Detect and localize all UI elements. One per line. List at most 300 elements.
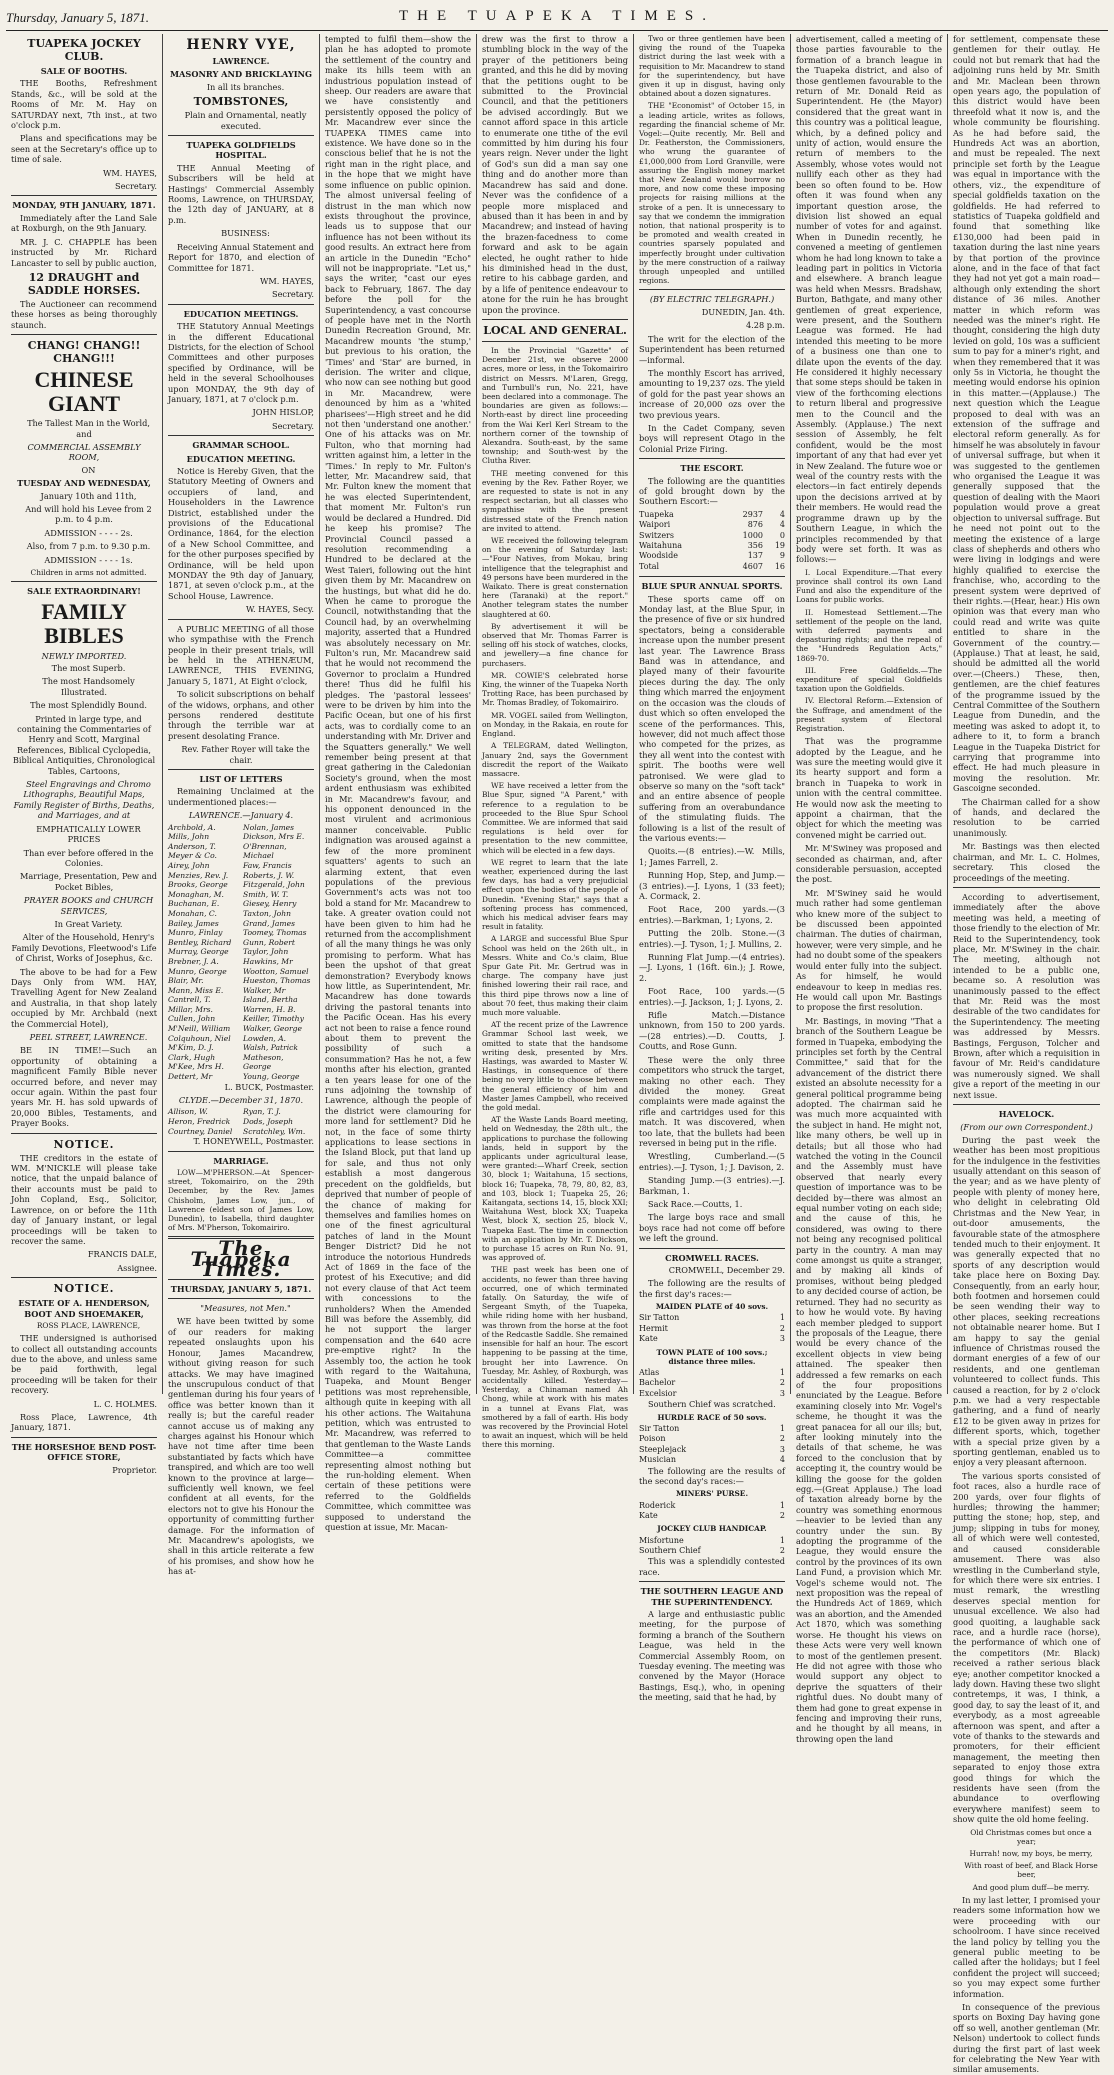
paragraph: WE have been twitted by some of our readers for making repeated onslaughts upon his Honour, James Macandrew, without giving reason for such attacks. We may have imagined the unscrupulous conduct of that gentleman during his four years of office was better known than it really is; but the careful reader cannot accuse us of making any charges against his Honour which have not time after time been substantiated by facts which have transpired, and which are too well known to the province at large—sufficiently well known, we feel confident at all events, for the electors not to give his Honour the opportunity of committing further damage. For the information of Mr. Macandrew's apologists, we shall in this article reiterate a few of his promises, and show how he has at- <box>168 1316 314 1577</box>
table-cell: 4 <box>779 509 785 519</box>
paragraph: advertisement, called a meeting of those parties favourable to the formation of a branch league in the Tuapeka district, and also of those gentlemen favourable to the return of Mr. Donald Reid as Superintendent. He (the Mayor) considered that the great want in this country was a political league, which, by a defined policy and unity of action, would ensure the return of members to the Assembly, whose votes would not nullify each other as they had been so often found to be. How often it was found when any important question arose, the division list showed an equal number of votes for and against. When in Dunedin recently, he convened a meeting of gentlemen whom he had long known to take a leading part in politics in Victoria and elsewhere. A branch league was held when Messrs. Bradshaw, Burton, Bathgate, and many other gentlemen of great experience, were present, and the Southern League was formed. He had intended this meeting to be more of a business one than one to dilate upon the events of the day. He considered it highly necessary that some steps should be taken in view of the forthcoming elections to return liberal and progressive men to the Council and the Assembly. (Applause.) The next session of Assembly, he felt confident, would be the most important of any that had ever yet in New Zealand. The future woe or weal of the country rests with the electors—in fact entirely depends upon the decisions arrived at by their members. He would read the programme drawn up by the Southern League, in which the principles recommended by that body were set forth. It was as follows:— <box>796 34 942 565</box>
letter-name: Munro, George <box>168 966 227 976</box>
paragraph: Two or three gentlemen have been giving the round of the Tuapeka district during the last week with a requisition to Mr. Macandrew to stand for the superintendency, but have given it up in disgust, having only obtained about a dozen signatures. <box>639 34 785 99</box>
paragraph: The above to be had for a Few Days Only from WM. HAY, Travelling Agent for New Zealand and Australia, in that shop lately occupied by Mr. Archbald (next the Commercial Hotel), <box>11 966 157 1029</box>
horse-name: Kate <box>639 1334 658 1344</box>
paragraph: LOW—M'PHERSON.—At Spencer-street, Tokomairiro, on the 29th December, by the Rev. James Chisholm, James Low, jun., of Lawrence (eldest son of James Low, Dunedin), to Isabella, third daughter of Mrs. M'Pherson, Tokomairiro. <box>168 1168 314 1233</box>
poem-line: With roast of beef, and Black Horse beer, <box>964 1861 1098 1880</box>
signature: T. HONEYWELL, Postmaster. <box>193 1136 314 1147</box>
list-item: I. Local Expenditure.—That every province shall control its own Land Fund and also the expenditure of the Loans for public works. <box>796 567 942 605</box>
divider <box>953 1104 1100 1105</box>
paragraph: In my last letter, I promised your readers some information how we were proceeding with our schoolroom. I have since received the land policy by telling you the general public meeting to be called after the holidays; but I feel confident the project will succeed; so you may expect some further information. <box>953 1894 1100 1999</box>
horse-name: Sir Tatton <box>639 1313 680 1323</box>
paragraph: Mr. M'Swiney was proposed and seconded as chairman, and, after considerable persuasion, accepted the post. <box>796 843 942 885</box>
table-row <box>639 1368 785 1378</box>
signature: WM. HAYES, <box>102 167 157 178</box>
letter-name: Scratchley, Wm. <box>243 1126 306 1136</box>
table-row <box>639 1536 785 1546</box>
paragraph: In the Cadet Company, seven boys will represent Otago in the Colonial Prize Firing. <box>639 422 785 454</box>
placing: 3 <box>779 1388 785 1398</box>
heading: EDUCATION MEETING. <box>186 453 296 464</box>
letter-name: M'Neill, William <box>168 1024 231 1034</box>
column-7 <box>948 34 1105 2075</box>
table-cell: 356 <box>747 541 763 551</box>
heading: MONDAY, 9TH JANUARY, 1871. <box>12 200 156 211</box>
paragraph: THE past week has been one of accidents, no fewer than three having occurred, one of which terminated fatally. On Saturday, the wife of Sergeant Smyth, of the Tuapeka, while riding home with her husband, was thrown from the horse at the foot of the Redcastle Saddle. She remained insensible for half an hour. The escort happening to be passing at the time, brought her into Lawrence. On Tuesday, Mr. Ashley, of Roxburgh, was accidentally killed. Yesterday—Yesterday, a Chinaman named Ah Chong, while at work with his mates in a tunnel at Evans Flat, was smothered by a fall of earth. His body was recovered by the Provincial Hotel to await an inquest, which will be held there this morning. <box>482 1265 628 1450</box>
paragraph: WE regret to learn that the late weather, experienced during the last few days, has had a very prejudicial effect upon the bodies of the people of Dunedin. "Evening Star," says that a softening process has commenced, which his medical adviser fears may result in fatality. <box>482 857 628 932</box>
signature: Secretary. <box>271 289 314 300</box>
divider <box>639 289 785 290</box>
heading: THE ESCORT. <box>680 463 744 474</box>
placing: 3 <box>779 1334 785 1344</box>
signature: WM. HAYES, <box>259 275 314 286</box>
paragraph: In the Provincial "Gazette" of December 21st, we observe 2000 acres, more or less, in the Tokomairiro district on Messrs. M'Laren, Gregg, and Turnbull's run, No. 221, have been declared into a commonage. The boundaries are given as follows:—North-east by direct line proceeding from the Wai Kerl Kerl Stream to the northern corner of the township of Alexandra. South-east, by the same township; and South-west by the Clutha River. <box>482 345 628 466</box>
paragraph: ROSS PLACE, LAWRENCE, <box>36 1320 141 1330</box>
letter-name: Heron, Fredrick <box>168 1117 231 1127</box>
paragraph: MR. VOGEL sailed from Wellington, on Monday, in the Rakaia, en route for England. <box>482 710 628 739</box>
masthead-title: The Tuapeka Times. <box>190 1236 292 1282</box>
race-results <box>639 1501 785 1522</box>
list-item: III. Free Goldfields.—The expenditure of special Goldfields taxation upon the Goldfields. <box>796 665 942 694</box>
heading: (BY ELECTRIC TELEGRAPH.) <box>649 294 775 305</box>
letter-name: Brebner, J. A. <box>168 956 219 966</box>
paragraph: WE received the following telegram on the evening of Saturday last:—"Four Natives, from Mokau, bring intelligence that the telegraphist and 49 persons have been murdered in the Waikato. There is great consternation here (Taranaki) at the report." Another telegram states the number slaughtered at 60. <box>482 536 628 619</box>
table-row <box>639 1424 785 1434</box>
signature: Assignee. <box>117 1262 157 1273</box>
letter-name: Colquhoun, Niel <box>168 1033 231 1043</box>
placing: 4 <box>779 1455 785 1465</box>
table-row <box>639 1511 785 1521</box>
paragraph: PEEL STREET, LAWRENCE. <box>29 1032 148 1043</box>
paragraph: Ross Place, Lawrence, 4th January, 1871. <box>11 1412 157 1433</box>
letter-name: M'Kee, Mrs H. <box>168 1062 224 1072</box>
paragraph: Southern Chief was scratched. <box>648 1399 776 1410</box>
heading: TUAPEKA GOLDFIELDS HOSPITAL. <box>186 140 296 161</box>
table-cell: Tuapeka <box>639 509 674 519</box>
paragraph: Plans and specifications may be seen at the Secretary's office up to time of sale. <box>11 133 157 165</box>
letter-name: Walker, George <box>243 1024 302 1034</box>
paragraph: This was a splendidly contested race. <box>639 1556 785 1577</box>
divider <box>482 341 628 342</box>
paragraph: Foot Race, 100 yards.—(5 entries).—J. Jackson, 1; J. Lyons, 2. <box>639 986 785 1007</box>
paragraph: THE "Economist" of October 15, in a leading article, writes as follows, regarding the financial scheme of Mr. Vogel:—Quite recently, Mr. Bell and Dr. Featherston, the Commissioners, who wrung the guarantee of £1,000,000 from Lord Granville, were assuring the English money market that New Zealand would borrow no more, and now come these imposing projects for raising millions at the stroke of a pen. It is unnecessary to say that we condemn the immigration notion, that national prosperity is to be promoted and wealth created in countries sparsely populated and imperfectly brought under cultivation by the mere construction of a railway through unpeopled and untilled regions. <box>639 101 785 286</box>
letter-name: Clark, Hugh <box>168 1052 216 1062</box>
paragraph: These sports came off on Monday last, at the Blue Spur, in the presence of five or six hundred spectators, being a considerable increase upon the number present last year. The Lawrence Brass Band was in attendance, and played many of their favourite pieces during the day. The only thing which marred the enjoyment on the occasion was the clouds of dust which so often enveloped the scene of the performances. This, however, did not much affect those who competed for the prizes, as they all went into the contest with spirit. The booths were well patronised. We were glad to observe so many on the "soft tack" and an entire absence of people suffering from an overabundance of the stimulating fluids. The following is a list of the result of the various events:— <box>639 593 785 843</box>
paragraph: In Great Variety. <box>54 918 123 929</box>
column-6 <box>791 34 948 1744</box>
escort-table <box>639 510 785 562</box>
divider <box>639 1581 785 1582</box>
race-results <box>639 1368 785 1399</box>
paragraph: Marriage, Presentation, Pew and Pocket Bibles, <box>20 871 157 892</box>
signature: W. HAYES, Secy. <box>246 604 314 615</box>
letters-list <box>168 1107 314 1136</box>
paragraph: Quoits.—(8 entries).—W. Mills, 1; James Farrell, 2. <box>639 846 785 867</box>
heading: MASONRY AND BRICKLAYING <box>169 69 313 80</box>
letter-name: Nolan, James <box>243 822 295 832</box>
heading: MARRIAGE. <box>213 1155 269 1166</box>
paragraph: The Tallest Man in the World, and <box>27 418 150 439</box>
heading: LIST OF LETTERS <box>199 773 283 784</box>
table-row <box>639 1546 785 1556</box>
heading: CHINESE GIANT <box>34 367 134 417</box>
letter-name: M'Kim, D. J. <box>168 1043 214 1053</box>
paragraph: The following are the results of the first day's races:— <box>639 1278 785 1299</box>
paragraph: Notice is Hereby Given, that the Statutory Meeting of Owners and occupiers of land, and Householders in the Lawrence District, established under the provisions of the Educational Ordinance, 1864, for the election of a New School Committee, and for the other purposes specified by Ordinance, will be held upon MONDAY the 9th day of January, 1871, at seven o'clock p.m., at the School House, Lawrence. <box>168 466 314 601</box>
letter-name: Monahan, C. <box>168 908 217 918</box>
paragraph: Mr. Bastings, in moving "That a branch of the Southern League be formed in Tuapeka, embodying the principles set forth by the Central Committee," said that for the advancement of the district there existed an absolute necessity for a general political programme being adopted. The chairman said he was much more acquainted with the subject in hand. He might not, like many others, be well up in details; but all those who had watched the voting in the Council and the Assembly must have observed that nearly every question of importance was to be decided by—there was almost an equal number voting on each side; and the cause of this, he considered, was owing to there not being any recognised political party in the country. A man may come amongst us quite a stranger, and by making all kinds of promises, without being pledged to any decided course of action, be returned. They had no security as to how he would vote. By having each member pledged to support the proposals of the League, there would be every chance of the excellent objects in view being attained. The speaker then addressed a few remarks on each of the four propositions enunciated by the League. Before examining closely into Mr. Vogel's scheme, he thought it was the great panacea for all our ills; but, after looking minutely into the details of that scheme, he was forced to the conclusion that by accepting it, the country would be killing the goose for the golden egg.—(Great Applause.) The load of taxation already borne by the country was something enormous—heavier to be levied than any country under the sun. By adopting the programme of the League, they would ensure the control by the provinces of its own Land Fund, a provision which Mr. Vogel's scheme would not. The next proposition was the repeal of the Hundreds Act of 1869, which was an abortion, and the Amended Act 1870, which was something worse. He thought his views on these Acts were very well known to most of the gentlemen present. He did not agree with those who would support any object to deprive the squatters of their rightful dues. No doubt many of them had gone to great expense in fencing and improving their runs, and he thought by all means, in throwing open the land <box>796 1015 942 1744</box>
letter-name: Murray, George <box>168 947 229 957</box>
heading: TOMBSTONES, <box>193 95 289 109</box>
letter-name: Menzies, Rev. J. <box>168 870 229 880</box>
heading: CLYDE.—December 31, 1870. <box>178 1095 304 1106</box>
paragraph: drew was the first to throw a stumbling block in the way of the prayer of the petitioners being granted, and this he did by moving that the petitions ought to be submitted to the Provincial Council, and that the petitioners be advised accordingly. But we cannot afford space in this article to enumerate one tithe of the evil committed by him during his four years reign. Never under the light of God's sun did a man say one thing and do another more than Macandrew has said and done. Never was the confidence of a people more misplaced and abused than it has been in and by Macandrew; and instead of having the brazen-facedness to come forward and ask to be again elected, he ought rather to hide his diminished head in the dust, retire to his cabbage garden, and by a life of penitence endeavour to atone for the ruin he has brought upon the province. <box>482 34 628 315</box>
table-row <box>639 1445 785 1455</box>
letter-name: Bentley, Richard <box>168 937 232 947</box>
paragraph: The Chairman called for a show of hands, and declared the resolution to be carried unanimously. <box>953 796 1100 838</box>
divider <box>168 619 314 620</box>
heading: MINERS' PURSE. <box>675 1489 749 1499</box>
paragraph: Receiving Annual Statement and Report for 1870, and election of Committee for 1871. <box>168 241 314 273</box>
placing: 1 <box>779 1535 785 1545</box>
escort-total-oz: 4607 <box>742 561 763 571</box>
table-row <box>639 1324 785 1334</box>
divider <box>639 576 785 577</box>
letter-name: Meyer & Co. <box>168 851 217 861</box>
divider <box>168 304 314 305</box>
paragraph: The following are the quantities of gold brought down by the Southern Escort:— <box>639 475 785 507</box>
paragraph: Running Hop, Step, and Jump.—(3 entries).—J. Lyons, 1 (33 feet); A. Cormack, 2. <box>639 870 785 902</box>
heading: THE HORSESHOE BEND POST-OFFICE STORE, <box>11 1441 157 1463</box>
paragraph: Than ever before offered in the Colonies. <box>23 847 154 868</box>
placing: 2 <box>779 1378 785 1388</box>
paragraph: Rev. Father Royer will take the chair. <box>181 744 310 765</box>
heading: MAIDEN PLATE of 40 sovs. <box>655 1302 769 1312</box>
signature: Secretary. <box>114 181 157 192</box>
divider <box>168 135 314 136</box>
paragraph: Plain and Ornamental, neatly executed. <box>184 110 307 131</box>
paragraph: Children in arms not admitted. <box>30 568 147 577</box>
letter-name: Blair, Mr. <box>168 976 204 986</box>
letter-name: Mills, John <box>168 832 210 842</box>
letter-name: Matheson, George <box>243 1052 284 1072</box>
letter-name: Airey, John <box>168 860 210 870</box>
letter-name: Warren, H. B. <box>243 1004 296 1014</box>
divider <box>168 1151 314 1152</box>
placing: 2 <box>779 1434 785 1444</box>
paragraph: ON <box>81 464 96 475</box>
heading: NOTICE. <box>53 1137 115 1151</box>
signature: JOHN HISLOP, <box>252 407 314 418</box>
paragraph: MR. COWIE'S celebrated horse King, the winner of the Tuapeka North Trotting Race, has been purchased by Mr. Thomas Bradley, of Tokomairiro. <box>482 670 628 708</box>
table-row <box>639 1313 785 1323</box>
placing: 1 <box>779 1368 785 1378</box>
paragraph: The monthly Escort has arrived, amounting to 19,237 ozs. The yield of gold for the past year shows an increase of 20,000 ozs over the two previous years. <box>639 367 785 420</box>
divider <box>639 1248 785 1249</box>
placing: 2 <box>779 1545 785 1555</box>
paragraph: ADMISSION - - - - 1s. <box>44 554 133 565</box>
paragraph: The writ for the election of the Superintendent has been returned—informal. <box>639 333 785 365</box>
signature: L. C. HOLMES. <box>93 1398 157 1409</box>
table-row <box>639 1501 785 1511</box>
heading: TUAPEKA JOCKEY CLUB. <box>27 37 141 63</box>
heading: SALE OF BOOTHS. <box>40 66 128 76</box>
table-cell: Switzers <box>639 530 674 540</box>
table-cell: 9 <box>779 551 785 561</box>
letters-list <box>168 823 314 1082</box>
paragraph: THE Booths, Refreshment Stands, &c., will be sold at the Rooms of Mr. M. Hay on SATURDAY next, 7th inst., at two o'clock p.m. <box>11 78 157 131</box>
paragraph: for settlement, compensate these gentlemen for their outlay. He could not but remark that had the adjoining runs held by Mr. Smith and Mr. Maclean been thrown open years ago, the population of this district would have been threefold what it now is, and the whole community be flourishing. As he had before said, the Hundreds Act was an abortion, and must be repealed. The next principle set forth by the League was equal in importance with the others, viz., the expenditure of special goldfields taxation on the goldfields. He had referred to statistics of Tuapeka goldfield and found that something like £130,000 had been paid in taxation during the last nine years by that portion of the province alone, and in the face of that fact they had not yet got a main road—although only extending the short distance of 36 miles. Another matter in which reform was needed was the miner's right. He thought, considering the high duty levied on gold, 10s was a sufficient sum to pay for a miner's right, and when they remembered that it was only 5s in Victoria, he thought the meeting would endorse his opinion in this matter.—(Applause.) The next question which the League proposed to deal with was an extension of the suffrage and electoral reform generally. As for himself he was absolutely in favour of universal suffrage, but when it was suggested to the gentlemen who organised the League it was generally supposed that the question of dealing with the Maori population would prove a great objection to universal suffrage. But he need not point out to the meeting the existence of a large class of shepherds and others who were living in lodgings and were highly qualified to exercise the franchise, who, according to the present system were deprived of their rights.—(Hear, hear.) His own opinion was that every man who could read and write was quite entitled to share in the Government of the country.—(Applause.) That at least, he said, should be admitted all the world over.—(Cheers.) These, then, gentlemen, are the chief features of the programme issued by the Central Committee of the Southern League from Dunedin, and the meeting was asked to adopt it, to adhere to it, to form a branch League in the Tuapeka District for carrying that programme into effect. He had much pleasure in moving the resolution. Mr. Gascoigne seconded. <box>953 34 1100 794</box>
column-4 <box>477 34 634 1450</box>
heading: SALE EXTRAORDINARY! <box>27 586 141 597</box>
paragraph: A LARGE and successful Blue Spur School was held on the 26th ult., in Messrs. White and Co.'s claim, Blue Spur Gate Pit. Mr. Gertrud was in charge. The company have just finished lowering their rail race, and this third pipe throws now a line of about 70 feet, thus making their claim much more valuable. <box>482 934 628 1017</box>
paragraph: According to advertisement, immediately after the above meeting was held, a meeting of those friendly to the election of Mr. Reid to the Superintendency, took place, Mr. M'Swiney in the chair. The meeting, although not intended to be a public one, became so. A resolution was unanimously passed to the effect that Mr. Reid was the most desirable of the two candidates for the Superintendency. The meeting was addressed by Messrs. Bastings, Ferguson, Tolcher and Brown, after which a requisition in favour of Mr. Reid's candidature was numerously signed. We shall give a report of the meeting in our next issue. <box>953 891 1100 1100</box>
letter-name: Roberts, J. W. <box>243 870 295 880</box>
divider <box>639 458 785 459</box>
paragraph: That was the programme adopted by the League, and he was sure the meeting would give it its hearty support and form a branch in Tuapeka to work in union with the central committee. He would now ask the meeting to appoint a chairman, that the object for which the meeting was convened might be carried out. <box>796 736 942 840</box>
horse-name: Roderick <box>639 1500 676 1510</box>
table-cell: 1000 <box>742 530 763 540</box>
heading: LOCAL AND GENERAL. <box>483 323 627 337</box>
paragraph: And will hold his Levee from 2 p.m. to 4 p.m. <box>25 503 152 525</box>
paragraph: PRAYER BOOKS and CHURCH SERVICES, <box>23 895 154 916</box>
table-row <box>639 1455 785 1465</box>
paragraph: These were the only three competitors who struck the target, making no other each. They divided the money. Great complaints were made against the rifle and cartridges used for this match. It was discovered, when too late, that the bullets had been reversed in being put in the rifle. <box>639 1054 785 1148</box>
table-cell: 2937 <box>742 509 763 519</box>
poem-line: And good plum duff—be merry. <box>972 1882 1090 1892</box>
table-row <box>639 510 785 520</box>
letter-name: Dickson, Mrs E. <box>243 832 305 842</box>
heading: HAVELOCK. <box>998 1109 1055 1120</box>
paragraph: Putting the 20lb. Stone.—(3 entries).—J. Tyson, 1; J. Mullins, 2. <box>639 928 785 949</box>
motto: "Measures, not Men." <box>200 1303 291 1314</box>
heading: NOTICE. <box>53 1282 115 1296</box>
paragraph: AT the recent prize of the Lawrence Grammar School last week, we omitted to state that the handsome writing desk, presented by Mrs. Hastings, was awarded to Master W. Hastings, in consequence of there being no very little to choose between the general efficiency of him and Master James Campbell, who received the gold medal. <box>482 1020 628 1113</box>
paragraph: Steel Engravings and Chromo Lithographs, Beautiful Maps, Family Register of Births, Deaths, and Marriages, and at <box>13 779 155 821</box>
divider <box>168 1298 314 1299</box>
escort-total: Total 4607 16 <box>639 561 785 571</box>
letter-name: Millar, Mrs. <box>168 1004 213 1014</box>
letter-name: Allison, W. <box>168 1107 208 1117</box>
divider <box>168 769 314 770</box>
heading: NEWLY IMPORTED. <box>41 650 127 661</box>
poem-line: Old Christmas comes but once a year; <box>970 1827 1092 1846</box>
paragraph: CROMWELL, December 29. <box>668 1265 785 1276</box>
race-results <box>639 1424 785 1466</box>
letter-name: Young, George <box>243 1072 300 1082</box>
horse-name: Bachelor <box>639 1378 676 1388</box>
paragraph: THE Annual Meeting of Subscribers will be held at Hastings' Commercial Assembly Rooms, Lawrence, on THURSDAY, the 12th day of JANUARY, at 8 p.m. <box>168 162 314 225</box>
letter-name: Wootton, Samuel <box>243 966 309 976</box>
paragraph: THE undersigned is authorised to collect all outstanding accounts due to the above, and unless same be paid forthwith, legal proceeding will be taken for their recovery. <box>11 1333 157 1396</box>
paragraph: Standing Jump.—(3 entries).—J. Barkman, 1. <box>639 1175 785 1196</box>
divider <box>168 435 314 436</box>
heading: THE SOUTHERN LEAGUE AND THE SUPERINTENDENCY. <box>640 1586 784 1607</box>
horse-name: Poison <box>639 1434 666 1444</box>
horse-name: Musician <box>639 1455 676 1465</box>
divider <box>482 319 628 320</box>
placing: 1 <box>779 1313 785 1323</box>
horse-name: Steeplejack <box>639 1444 687 1454</box>
paragraph: Alter of the Household, Henry's Family Devotions, Fleetwood's Life of Christ, Works of Josephus, &c. <box>11 932 157 964</box>
table-cell: 19 <box>774 541 785 551</box>
table-cell: Waitahuna <box>639 541 683 551</box>
heading: 12 DRAUGHT and SADDLE HORSES. <box>27 270 141 297</box>
paragraph: Rifle Match.—Distance unknown, from 150 to 200 yards.—(28 entries).—D. Coutts, J. Coutts, and Rose Gunn. <box>639 1010 785 1052</box>
paragraph: THE meeting convened for this evening by the Rev. Father Royer, we are requested to state is not in any respect sectarian, but all classes who sympathise with the present distressed state of the French nation are invited to attend. <box>482 468 628 533</box>
paragraph: EMPHATICALLY LOWER PRICES <box>36 823 141 845</box>
paragraph: BE IN TIME!—Such an opportunity of obtaining a magnificent Family Bible never occurred before, and never may occur again. Within the past four years Mr. H. has sold upwards of 20,000 Bibles, Testaments, and Prayer Books. <box>11 1045 157 1129</box>
heading: EDUCATION MEETINGS. <box>183 308 299 319</box>
letter-name: Mann, Miss E. <box>168 985 224 995</box>
paragraph: 4.28 p.m. <box>745 320 785 331</box>
paragraph: The most Handsomely Illustrated. <box>42 676 135 697</box>
heading: HENRY VYE, <box>186 37 296 53</box>
table-cell: 876 <box>747 520 763 530</box>
letter-name: Smith, W. T. <box>243 889 289 899</box>
letter-name: Faw, Francis <box>243 860 292 870</box>
letter-name: Cullen, John <box>168 1014 216 1024</box>
letter-name: Archbold, A. <box>168 822 216 832</box>
paper-title: THE TUAPEKA TIMES. <box>398 8 716 24</box>
divider <box>11 334 157 335</box>
divider <box>11 1133 157 1134</box>
table-row <box>639 1378 785 1388</box>
letter-name: Island, Bertha <box>243 995 298 1005</box>
table-row <box>639 1389 785 1399</box>
paragraph: Printed in large type, and containing the Commentaries of Henry and Scott, Marginal References, Biblical Cyclopedia, Biblical Antiquities, Chronological Tables, Cartoons, <box>12 713 156 776</box>
letter-name: Fitzgerald, John <box>243 880 305 890</box>
paragraph: Foot Race, 200 yards.—(3 entries).—Barkman, 1; Lyons, 2. <box>639 904 785 925</box>
letter-name: Cantrell, T. <box>168 995 211 1005</box>
paragraph: Sack Race.—Coutts, 1. <box>648 1198 743 1209</box>
heading: LAWRENCE.—January 4. <box>188 810 294 821</box>
paragraph: The following are the results of the second day's races:— <box>639 1465 785 1486</box>
letter-name: Munro, Finlay <box>168 928 223 938</box>
table-row <box>639 520 785 530</box>
letter-name: Toomey, Thomas <box>243 928 307 938</box>
issue-date: Thursday, January 5, 1871. <box>6 10 149 25</box>
heading: CROMWELL RACES. <box>665 1252 759 1263</box>
horse-name: Sir Tatton <box>639 1423 680 1433</box>
paragraph: Mr. M'Swiney said he would much rather had some gentleman who knew more of the subject to be discussed been appointed chairman. The duties of chairman, however, were very simple, and he had no doubt some of the speakers would enter fully into the subject. As for himself, he would endeavour to keep in medias res. He would call upon Mr. Bastings to propose the first resolution. <box>796 887 942 1013</box>
paragraph: To solicit subscriptions on behalf of the widows, orphans, and other persons rendered destitute through the terrible war at present desolating France. <box>168 689 314 741</box>
heading: CHANG! CHANG!! CHANG!!! <box>27 339 141 366</box>
paragraph: The Auctioneer can recommend these horses as being thoroughly staunch. <box>11 298 157 330</box>
escort-total-dwt: 16 <box>774 561 785 571</box>
letter-name: Anderson, T. <box>168 841 216 851</box>
paragraph: ADMISSION - - - - 2s. <box>44 527 133 538</box>
heading: TUESDAY AND WEDNESDAY, <box>17 478 151 489</box>
paragraph: AT the Waste Lands Board meeting, held on Wednesday, the 28th ult., the applications to purchase the following lands, held in support by the applicants under agricultural lease, were granted:—Wharf Creek, section 30, block 1; Waitahuna, 15 sections, block 16; Tuapeka, 78, 79, 80, 82, 83, and 103, block 1; Tuapeka 25, 26; Kaitangata, sections 14, 15, block XXI; Waitahuna West, block XX; Tuapeka West, block X, section 25, block V., Tuapeka East. The time in connection with an application by Mr. T. Dickson, to purchase 15 acres on Run No. 91, was approved of. <box>482 1115 628 1263</box>
signature: FRANCIS DALE, <box>87 1249 157 1260</box>
horse-name: Hermit <box>639 1323 668 1333</box>
divider <box>11 581 157 582</box>
table-cell: Waipori <box>639 520 671 530</box>
horse-name: Misfortune <box>639 1535 684 1545</box>
letter-name: Lowden, A. <box>243 1033 287 1043</box>
divider <box>11 195 157 196</box>
letter-name: Buchanan, E. <box>168 899 220 909</box>
heading: LAWRENCE. <box>212 56 270 66</box>
paragraph: By advertisement it will be observed that Mr. Thomas Farrer is selling off his stock of watches, clocks, and jewellery—a fine chance for purchasers. <box>482 621 628 668</box>
paragraph: tempted to fulfil them—show the plan he has adopted to promote the settlement of the country and make its hills teem with an industrious population instead of sheep. Our readers are aware that we have consistently and persistently opposed the policy of Mr. Macandrew ever since the TUAPEKA TIMES came into existence. We have done so in the conscious belief that he is not the right man in the right place, and in the hope that we might have some influence on public opinion. The almost universal feeling of distrust in the man which now exists throughout the province, leads us to suppose that our influence has not been without its good results. An extract here from an article in the Dunedin "Echo" will not be inappropriate. "Let us," says the writer, "cast our eyes back to February, 1867. The day before the poll for the Superintendency, a vast concourse of people have met in the North Dunedin Recreation Ground, Mr. Macandrew mounts 'the stump,' but previous to his oration, the 'Times' and 'Star' are burned, in derision. The writer and clique, who now can see nothing but good in Mr. Macandrew, were denounced by him as a 'whited pharisees'—High street and he did not then 'understand one another.' One of his attacks was on Mr. Fulton, who that morning had written against him, a letter in the 'Times.' In reply to Mr. Fulton's letter, Mr. Macandrew said, that Mr. Fulton knew the moment that he was elected Superintendent, that moment Mr. Fulton's run would be declared a Hundred. Did he keep his promise? The Provincial Council passed a resolution recommending a Hundred to be declared at the West Taieri, following out the hint given them by Mr. Macandrew on the hustings, but what did he do. When he came to prorogue the Council, notwithstanding that the Council had, by an overwhelming majority, asserted that a Hundred was absolutely necessary on Mr. Fulton's run, Mr. Macandrew said that he would not recommend the Governor to proclaim a Hundred there! Thus did he fulfil his pledges. The 'pastoral lessees' were to be driven by him into the Pacific Ocean, but one of his first acts, was to cordially come to an understanding with Mr. Driver and the Squatters generally." We well remember being present at that great gathering in the Caledonian Society's ground, when the most ardent enthusiasm was exhibited in Mr. Macandrew's favour, and his opponent denounced in the most virulent and acrimonious manner conceivable. Public indignation was aroused against a few of the more prominent squatters' agents to such an alarming extent, that even populations of the previous Government's acts was not too bold a stand for Mr. Macandrew to take. A greater ovation could not have been given to him had he returned from the accomplishment of all the many things he was only promising to perform. What has been the upshot of that great demonstration? Everybody knows how little, as Superintendent, Mr. Macandrew has done towards driving the pastoral tenants into the Pacific Ocean. Has his every act not been to raise a fence round about them to prevent the possibility of such a consummation? Has he not, a few months after his election, granted a ten years lease for one of the runs adjoining the township of Lawrence, although the people of the district were clamouring for more land for settlement? Did he not, in the face of some thirty applications to lease sections in the Island Block, put that land up for sale, and thus not only establish a most dangerous precedent on the goldfields, but deprived that number of people of the chance of making for themselves and families homes on one of the finest agricultural patches of land in the Mount Benger District? Did he not introduce the notorious Hundreds Act of 1869 in the face of the protest of his Executive; and did not every clause of that Act teem with concessions to the runholders? When the Amended Bill was before the Assembly, did he not support the larger compensation and the 640 acre pre-emptive right? In the Assembly too, the action he took with regard to the Waitahuna, Tuapeka, and Mount Benger petitions was most reprehensible, although quite in keeping with all his other actions. The Waitahuna petition, which was entrusted to Mr. Macandrew, was referred to that gentleman to the Waste Lands Committee—a committee representing almost nothing but the run-holding element. When certain of these petitions were referred to the Goldfields Committee, which committee was supposed to understand the question at issue, Mr. Macan- <box>325 34 471 1533</box>
column-2 <box>163 34 320 1577</box>
paragraph: The large boys race and small boys race had not come off before we left the ground. <box>639 1212 785 1244</box>
heading: JOCKEY CLUB HANDICAP. <box>657 1524 767 1534</box>
table-row <box>639 1434 785 1444</box>
placing: 2 <box>779 1510 785 1520</box>
poem-line: Hurrah! now, my boys, be merry, <box>969 1849 1093 1859</box>
table-row <box>639 1334 785 1344</box>
list-item: IV. Electoral Reform.—Extension of the Suffrage, and amendment of the present system of Electoral Registration. <box>796 696 942 733</box>
letter-name: Keiller, Timothy <box>243 1014 304 1024</box>
horse-name: Excelsior <box>639 1388 677 1398</box>
table-row <box>639 531 785 541</box>
paragraph: Mr. Bastings was then elected chairman, and Mr. L. C. Holmes, secretary. This closed the proceedings of the meeting. <box>953 841 1100 883</box>
placing: 1 <box>779 1423 785 1433</box>
heading: (From our own Correspondent.) <box>960 1122 1093 1133</box>
heading: HURDLE RACE of 50 sovs. <box>657 1412 767 1422</box>
heading: TOWN PLATE of 100 sovs.; distance three miles. <box>656 1347 768 1366</box>
heading: FAMILY BIBLES <box>41 598 127 648</box>
letter-name: Grand, James <box>243 918 295 928</box>
signature: Secretary. <box>271 420 314 431</box>
letter-name: Walker, Mr <box>243 985 286 995</box>
paragraph: January 10th and 11th, <box>40 490 137 501</box>
letter-name: Ryan, T. J. <box>243 1107 281 1117</box>
paragraph: Also, from 7 p.m. to 9.30 p.m. <box>26 541 151 552</box>
placing: 3 <box>779 1444 785 1454</box>
paragraph: During the past week the weather has been most propitious for the indulgence in the festivities usually attendant on this season of the year; and as we have plenty of people with plenty of money here, who delight in celebrating Old Christmas and the New Year, in out-door amusements, the favourable state of the atmosphere tended much to their enjoyment. It was generally expected that no sports of any description would take place here on Boxing Day. Consequently, from an early hour, both footmen and horsemen could be seen wending their way to other places, seeking recreations not obtainable nearer home. But I am happy to say the genial influence of Christmas roused the dormant energies of a few of our residents, and one gentleman volunteered to collect funds. This caused a reaction, for by 2 o'clock p.m. we had a very respectable gathering, and a fund of nearly £12 to be given away in prizes for different sports, which, together with a special prize given by a sporting gentleman, enabled us to enjoy a very pleasant afternoon. <box>953 1134 1100 1468</box>
column-5 <box>634 34 791 1703</box>
paragraph: In all its branches. <box>206 81 285 92</box>
table-row <box>639 541 785 551</box>
paragraph: MR. J. C. CHAPPLE has been instructed by Mr. Richard Lancaster to sell by public auction, <box>11 236 157 268</box>
race-results <box>639 1536 785 1557</box>
letter-name: Taxton, John <box>243 908 292 918</box>
divider <box>11 1277 157 1278</box>
paragraph: In consequence of the previous sports on Boxing Day having gone off so well, another gentleman (Mr. Nelson) undertook to collect funds during the first part of last week for celebrating the New Year with similar amusements. <box>953 2001 1100 2075</box>
paragraph: Proprietor. <box>112 1464 157 1475</box>
paragraph: Immediately after the Land Sale at Roxburgh, on the 9th January. <box>11 212 157 234</box>
letter-name: Taylor, John <box>243 947 289 957</box>
paragraph: The most Splendidly Bound. <box>30 700 147 711</box>
paragraph: WE have received a letter from the Blue Spur, signed "A Parent," with reference to a regulation to be proceeded to the Blue Spur School Committee. We are informed that said regulations is held over for presentation to the new committee, which will be elected in a few days. <box>482 781 628 855</box>
letter-name: Dods, Joseph <box>243 1117 294 1127</box>
letter-name: Courtney, Daniel <box>168 1126 233 1136</box>
signature: L. BUCK, Postmaster. <box>224 1081 314 1092</box>
letter-name: Hawkins, Mr <box>243 956 293 966</box>
horse-name: Southern Chief <box>639 1545 701 1555</box>
paragraph: Running Flat Jump.—(4 entries).—J. Lyons, 1 (16ft. 6in.); J. Rowe, 2. <box>639 952 785 983</box>
column-1 <box>6 34 163 1475</box>
paragraph: DUNEDIN, Jan. 4th. <box>701 306 785 317</box>
masthead <box>6 8 1108 31</box>
placing: 2 <box>779 1323 785 1333</box>
letter-name: Monaghan, M. <box>168 889 224 899</box>
horse-name: Kate <box>639 1510 658 1520</box>
letter-name: Bailey, James <box>168 918 219 928</box>
paragraph: A PUBLIC MEETING of all those who sympathise with the French people in their present trials, will be held in the ATHENÆUM, LAWRENCE, THIS EVENING, January 5, 1871, At Eight o'clock, <box>168 623 314 686</box>
horse-name: Atlas <box>639 1368 660 1378</box>
columns <box>6 34 1108 2075</box>
table-cell: 137 <box>747 551 763 561</box>
divider <box>11 1437 157 1438</box>
paragraph: Remaining Unclaimed at the undermentioned places:— <box>168 786 314 807</box>
letter-name: Hueston, Thomas <box>243 976 311 986</box>
paragraph: A TELEGRAM, dated Wellington, January 2nd, says the Government discredit the report of the Waikato massacre. <box>482 741 628 778</box>
